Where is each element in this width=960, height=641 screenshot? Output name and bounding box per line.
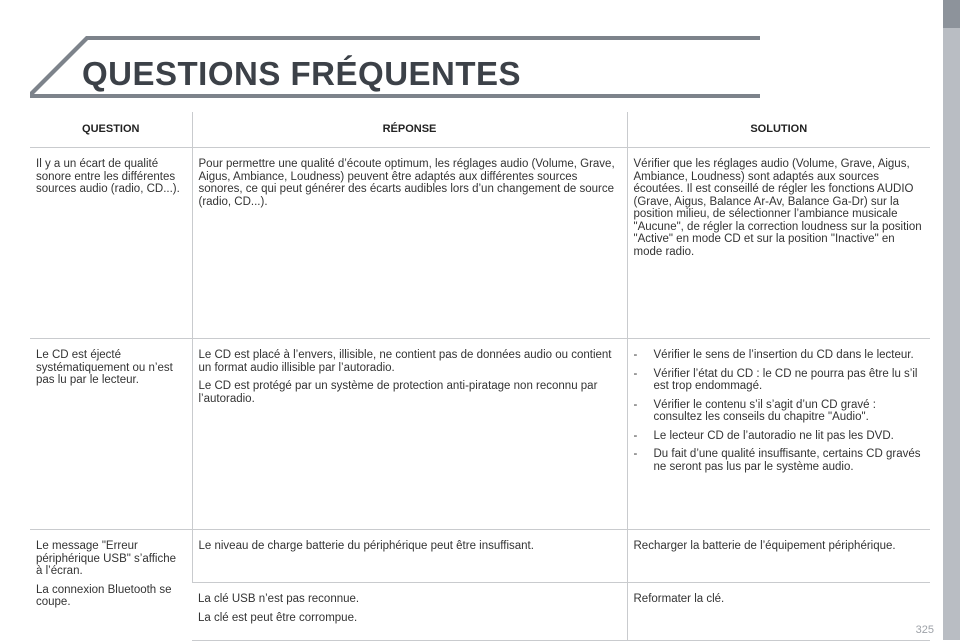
reponse-text: Le niveau de charge batterie du périphérique peut être insuffisant. xyxy=(198,540,534,552)
solution-text: Reformater la clé. xyxy=(633,593,725,605)
solution-text: Recharger la batterie de l’équipement périphérique. xyxy=(633,540,896,552)
question-text: Le message "Erreur périphérique USB" s’affiche à l’écran. xyxy=(36,540,177,577)
right-edge-tab-cap xyxy=(943,0,960,28)
reponse-text: Le CD est protégé par un système de protection anti-piratage non reconnu par l’autoradio. xyxy=(198,380,598,405)
question-text: Il y a un écart de qualité sonore entre les différentes sources audio (radio, CD...). xyxy=(36,158,180,195)
list-item: - Vérifier le sens de l’insertion du CD dans le lecteur. xyxy=(634,349,925,362)
question-text: La connexion Bluetooth se coupe. xyxy=(36,583,172,608)
header-reponse: RÉPONSE xyxy=(192,112,627,148)
question-cell xyxy=(30,339,192,530)
solution-cell xyxy=(627,583,930,641)
question-cell xyxy=(30,148,192,339)
reponse-cell xyxy=(192,339,627,530)
right-edge-tab xyxy=(943,0,960,640)
list-item: - Vérifier l’état du CD : le CD ne pourra pas être lu s’il est trop endommagé. xyxy=(634,368,925,393)
solution-list xyxy=(634,349,925,473)
solution-cell xyxy=(627,530,930,583)
solution-cell xyxy=(627,339,930,530)
list-item: - Le lecteur CD de l’autoradio ne lit pas les DVD. xyxy=(634,430,925,443)
header-solution: SOLUTION xyxy=(627,112,930,148)
reponse-cell xyxy=(192,530,627,583)
table-row xyxy=(30,530,930,583)
table-row xyxy=(30,148,930,339)
page-title: QUESTIONS FRÉQUENTES xyxy=(82,55,522,92)
header-question: QUESTION xyxy=(30,112,192,148)
reponse-text: La clé USB n’est pas reconnue. xyxy=(198,593,360,605)
page-number: 325 xyxy=(915,624,934,636)
reponse-cell xyxy=(192,583,627,641)
reponse-text: Pour permettre une qualité d’écoute optimum, les réglages audio (Volume, Grave, Aigus, Ambiance, Loudness) peuvent être adaptés aux différentes sources sonores, ce qui peut générer des écarts audibles lors d’un changement de source (radio, CD...). xyxy=(198,158,615,208)
faq-table xyxy=(30,112,930,641)
reponse-text: La clé est peut être corrompue. xyxy=(198,611,358,624)
question-cell xyxy=(30,530,192,641)
reponse-text: Le CD est placé à l’envers, illisible, ne contient pas de données audio ou contient un format audio illisible par l’autoradio. xyxy=(198,349,612,374)
question-text: Le CD est éjecté systématiquement ou n’est pas lu par le lecteur. xyxy=(36,349,173,386)
table-row xyxy=(30,339,930,530)
solution-cell xyxy=(627,148,930,339)
list-item: - Vérifier le contenu s’il s’agit d’un CD gravé : consultez les conseils du chapitre "Audio". xyxy=(634,399,925,424)
solution-text: Vérifier que les réglages audio (Volume, Grave, Aigus, Ambiance, Loudness) sont adaptés aux sources écoutées. Il est conseillé de régler les fonctions AUDIO (Grave, Aigus, Balance Ar-Av, Balance Ga-Dr) sur la position milieu, de sélectionner l’ambiance musicale "Aucune", de régler la correction loudness sur la position "Active" en mode CD et sur la position "Inactive" en mode radio. xyxy=(633,158,922,258)
reponse-cell xyxy=(192,148,627,339)
list-item: - Du fait d’une qualité insuffisante, certains CD gravés ne seront pas lus par le système audio. xyxy=(634,448,925,473)
table-header-row xyxy=(30,112,930,148)
